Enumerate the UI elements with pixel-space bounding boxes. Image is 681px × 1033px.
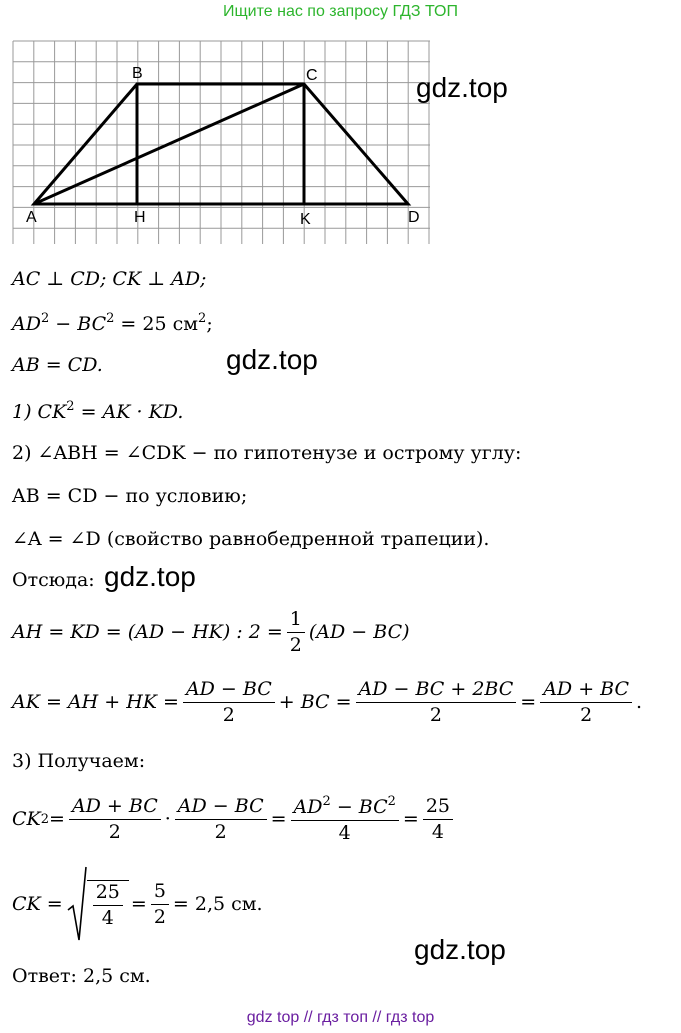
footer-links[interactable]: gdz top // гдз топ // гдз top	[246, 1009, 435, 1026]
search-banner: Ищите нас по запросу ГДЗ ТОП	[223, 3, 458, 20]
step-2: 2) ∠ABH = ∠CDK − по гипотенузе и острому углу:	[12, 442, 522, 464]
watermark: gdz.top	[416, 72, 508, 103]
radical-sign-icon	[67, 866, 87, 942]
grid	[13, 41, 430, 244]
diagonal-ac	[34, 84, 304, 204]
given-perpendiculars: AC ⊥ CD; CK ⊥ AD;	[12, 268, 207, 290]
label-c: C	[306, 67, 318, 84]
ak-formula: AK = AH + HK = $\frac{AD - BC}{2}$ + BC = $\frac{AD - BC + 2BC}{2}$ = $\frac{AD + BC}{2}$ .	[12, 678, 643, 726]
step-2-reason-2: ∠A = ∠D (свойство равнобедренной трапеции).	[12, 528, 490, 550]
trapezoid-diagram	[12, 40, 432, 246]
answer: Ответ: 2,5 см.	[12, 965, 151, 987]
ck-squared-formula: CK 2 = $\frac{AD + BC}{2}$ · $\frac{AD - BC}{2}$ = $\frac{AD^2 - BC^2}{4}$ = $\frac{25}{4}$	[12, 795, 457, 843]
ah-formula: AH = KD = (AD − HK) : 2 = $\frac{1}{2}$ (AD − BC)	[12, 608, 410, 656]
watermark: gdz.top	[414, 934, 506, 965]
label-b: B	[132, 65, 143, 82]
given-difference-of-squares: $AD^2 - BC^2 = 25$ $см^2$;	[12, 311, 213, 335]
label-k: K	[300, 211, 311, 228]
step-3: 3) Получаем:	[12, 750, 146, 772]
watermark: gdz.top	[226, 344, 318, 375]
label-a: A	[26, 209, 37, 226]
hence-label: Отсюда:	[12, 569, 95, 591]
step-2-reason-1: AB = CD − по условию;	[12, 485, 248, 507]
step-1: 1) $CK^2$ = AK · KD.	[12, 399, 184, 423]
square-root: $\frac{25}{4}$	[67, 866, 129, 942]
label-h: H	[134, 209, 146, 226]
ck-result: CK = $\frac{25}{4}$ = $\frac{5}{2}$ = 2,5 см.	[12, 866, 263, 942]
given-equal-sides: AB = CD.	[12, 354, 103, 376]
watermark: gdz.top	[104, 561, 196, 592]
label-d: D	[408, 209, 420, 226]
